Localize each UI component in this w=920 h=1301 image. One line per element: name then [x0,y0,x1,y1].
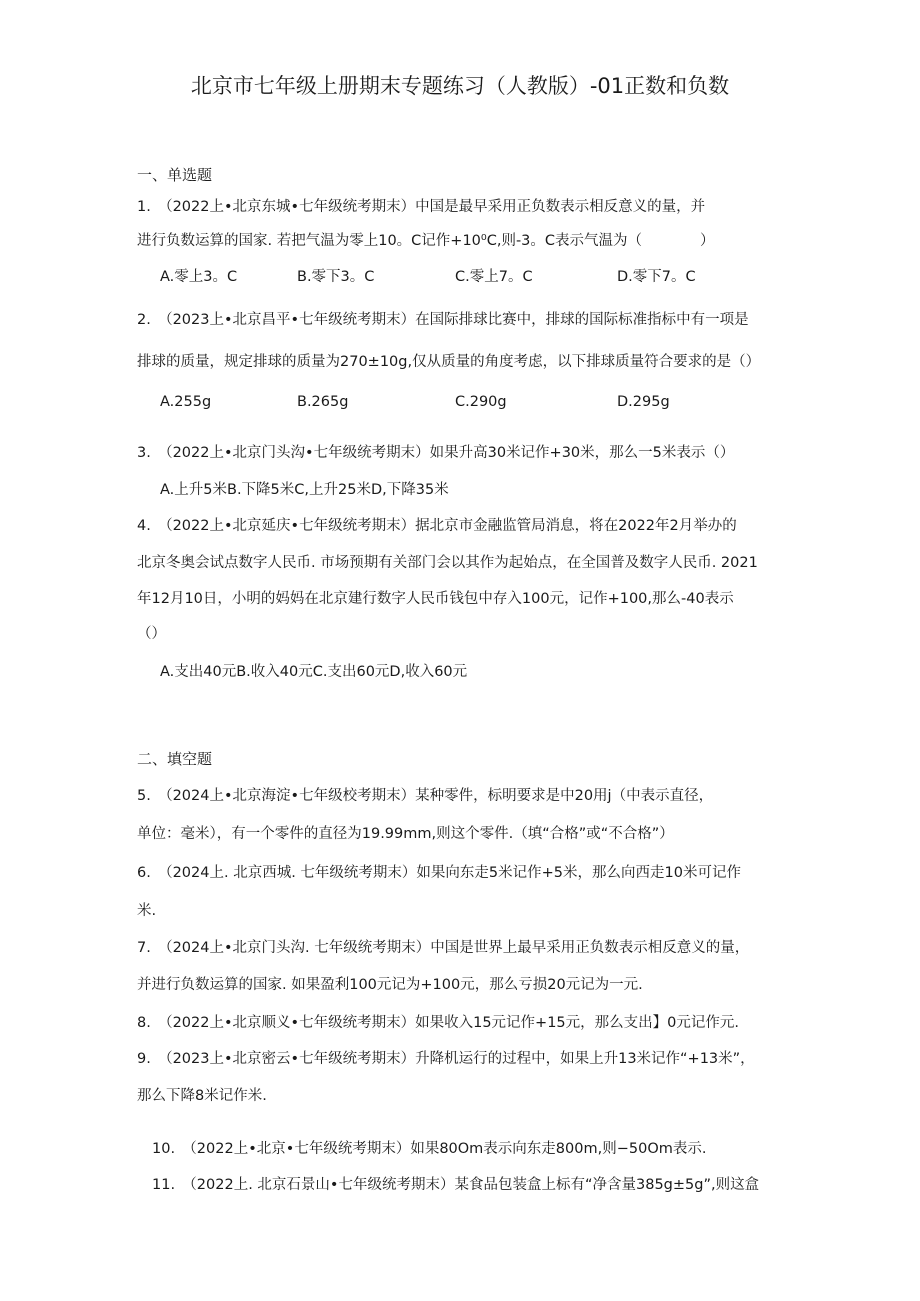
section-heading-fill-blank: 二、填空题 [137,750,213,768]
question-5-line-2: 单位：毫米），有一个零件的直径为19.99mm,则这个零件.（填“合格”或“不合格”） [137,826,674,842]
section-heading-single-choice: 一、单选题 [137,166,213,184]
question-2-line-1: 2. （2023上•北京昌平•七年级统考期末）在国际排球比赛中，排球的国际标准指标中有一项是 [137,312,749,328]
question-4-line-4: （） [137,626,166,642]
question-3-options: A.上升5米B.下降5米C,上升25米D,下降35米 [160,482,449,498]
question-1-line-1: 1. （2022上•北京东城•七年级统考期末）中国是最早采用正负数表示相反意义的量，并 [137,199,706,215]
question-4-line-2: 北京冬奥会试点数字人民币. 市场预期有关部门会以其作为起始点，在全国普及数字人民币. 2021 [137,555,758,571]
question-9-line-1: 9. （2023上•北京密云•七年级统考期末）升降机运行的过程中，如果上升13米记作“+13米”， [137,1051,755,1067]
question-10-line-1: 10. （2022上•北京•七年级统考期末）如果80Om表示向东走800m,则−50Om表示. [152,1141,707,1157]
question-4-line-1: 4. （2022上•北京延庆•七年级统考期末）据北京市金融监管局消息，将在2022年2月举办的 [137,518,737,534]
question-8-line-1: 8. （2022上•北京顺义•七年级统考期末）如果收入15元记作+15元，那么支出】0元记作元. [137,1015,739,1031]
question-1-option-a: A.零上3。C [160,269,238,285]
question-1-option-c: C.零上7。C [455,269,533,285]
question-2-option-a: A.255g [160,394,212,410]
question-9-line-2: 那么下降8米记作米. [137,1088,267,1104]
question-1-line-2: 进行负数运算的国家. 若把气温为零上10。C记作+10⁰C,则-3。C表示气温为（ ） [137,233,715,249]
question-1-option-d: D.零下7。C [617,269,696,285]
question-2-option-b: B.265g [297,394,349,410]
question-4-options: A.支出40元B.收入40元C.支出60元D,收入60元 [160,664,468,680]
question-6-line-2: 米. [137,903,157,919]
question-1-option-b: B.零下3。C [297,269,375,285]
question-2-line-2: 排球的质量，规定排球的质量为270±10g,仅从质量的角度考虑，以下排球质量符合要求的是（） [137,354,761,370]
question-5-line-1: 5. （2024上•北京海淀•七年级校考期末）某种零件，标明要求是中20用j（中表示直径， [137,788,714,804]
question-2-option-d: D.295g [617,394,670,410]
question-6-line-1: 6. （2024上. 北京西城. 七年级统考期末）如果向东走5米记作+5米，那么向西走10米可记作 [137,865,741,881]
page-title: 北京市七年级上册期末专题练习（人教版）-01正数和负数 [190,74,730,98]
question-3-line-1: 3. （2022上•北京门头沟•七年级统考期末）如果升高30米记作+30米，那么一5米表示（） [137,445,735,461]
question-11-line-1: 11. （2022上. 北京石景山•七年级统考期末）某食品包装盒上标有“净含量385g±5g”,则这盒 [152,1177,760,1193]
question-4-line-3: 年12月10日，小明的妈妈在北京建行数字人民币钱包中存入100元，记作+100,那么-40表示 [137,591,734,607]
question-7-line-1: 7. （2024上•北京门头沟. 七年级统考期末）中国是世界上最早采用正负数表示相反意义的量， [137,940,750,956]
question-2-option-c: C.290g [455,394,507,410]
question-7-line-2: 并进行负数运算的国家. 如果盈利100元记为+100元，那么亏损20元记为一元. [137,977,643,993]
